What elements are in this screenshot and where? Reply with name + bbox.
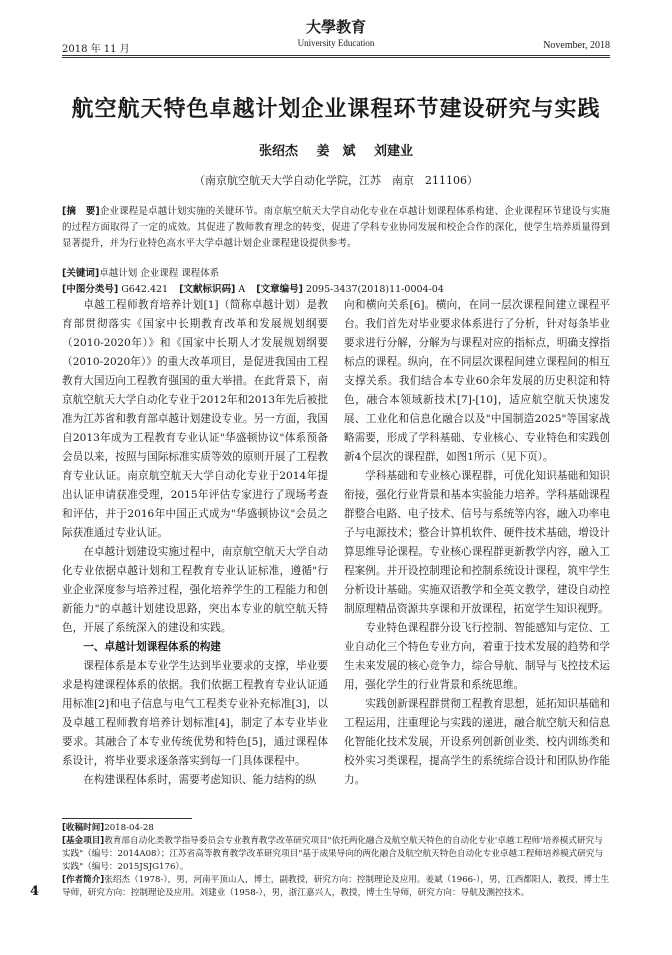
paragraph: 在卓越计划建设实施过程中，南京航空航天大学自动化专业依据卓越计划和工程教育专业认证标准，遵循"行业企业深度参与培养过程，强化培养学生的工程能力和创新能力"的卓越计划建设思路，突出本专业的航空航天特色，开展了系统深入的建设和实践。 [62, 546, 328, 634]
received-value: 2018-04-28 [104, 823, 154, 833]
page-number: 4 [30, 884, 40, 899]
author-bio-text: 张绍杰（1978-），男，河南平顶山人，博士，副教授，研究方向：控制理论及应用。姜斌（1966-），男，江西都阳人，教授，博士生导师，研究方向：控制理论及应用。刘建业（1958-），男，浙江嘉兴人，教授，博士生导师，研究方向：导航及测控技术。 [62, 875, 610, 898]
footnote-rule [62, 818, 192, 819]
metadata-block [62, 266, 610, 298]
abstract [62, 204, 610, 252]
received-label: [收稿时间] [62, 823, 105, 833]
keywords [62, 266, 610, 282]
journal-logo: 大學教育 [305, 18, 366, 36]
author-bio [62, 874, 610, 900]
section-heading: 一、卓越计划课程体系的构建 [83, 641, 221, 653]
paragraph: 在构建课程体系时，需要考虑知识、能力结构的纵 [83, 774, 317, 786]
article-id-label: [文章编号] [256, 284, 303, 295]
issue-date: 2018 年 11 月 [62, 44, 130, 55]
fund-text: 教育部自动化类教学指导委员会专业教育教学改革研究项目"依托两化融合及航空航天特色的自动化专业'卓越工程师'培养模式研究与实践"（编号：2014A08）；江苏省高等教育教学改革研究项目"基于成果导向的两化融合及航空航天特色自动化专业卓越工程师培养模式研究与实践"（编号：2015JSJG176）。 [62, 836, 604, 872]
paragraph: 卓越工程师教育培养计划[1]（简称卓越计划）是教育部贯彻落实《国家中长期教育改革和发展规划纲要（2010-2020年）》和《国家中长期人才发展规划纲要（2010-2020年）》的重大改革项目，是促进我国由工程教育大国迈向工程教育强国的重大举措。在此背景下，南京航空航天大学自动化专业于2012年和2013年先后被批准为江苏省和教育部卓越计划建设专业。另一方面，我国自2013年成为工程教育专业认证"华盛顿协议"体系预备会员以来，按照与国际标准实质等效的原则开展了工程教育专业认证。南京航空航天大学自动化专业于2014年提出认证申请获准受理，2015年评估专家进行了现场考查和评估，并于2016年中国正式成为"华盛顿协议"会员之际获准通过专业认证。 [62, 299, 328, 539]
paragraph: 学科基础和专业核心课程群，可优化知识基础和知识衔接，强化行业背景和基本实验能力培养。学科基础课程群整合电路、电子技术、信号与系统等内容，融入功率电子与电源技术；整合计算机软件、硬件技术基础，增设计算思维导论课程。专业核心课程群更新教学内容，融入工程案例。并开设控制理论和控制系统设计课程，筑牢学生分析设计基础。实施双语教学和全英文教学，建设自动控制原理精品资源共享课和开放课程，拓宽学生知识视野。 [344, 470, 610, 615]
author-list [0, 140, 672, 159]
keywords-label: [关键词] [62, 268, 100, 279]
article-title: 航空航天特色卓越计划企业课程环节建设研究与实践 [71, 97, 601, 122]
paragraph: 向和横向关系[6]。横向，在同一层次课程间建立课程平台。我们首先对毕业要求体系进行了分析，针对每条毕业要求进行分解，分解为与课程对应的指标点，明确支撑指标点的课程。纵向，在不同层次课程间建立课程间的相互支撑关系。我们结合本专业60余年发展的历史积淀和特色，融合本领域新技术[7]-[10]，适应航空航天快速发展、工业化和信息化融合以及"中国制造2025"等国家战略需要，形成了学科基础、专业核心、专业特色和实践创新4个层次的课程群，如图1所示（见下页）。 [344, 299, 610, 463]
footnotes [62, 822, 610, 900]
abstract-text: 企业课程是卓越计划实施的关键环节。南京航空航天大学自动化专业在卓越计划课程体系构建、企业课程环节建设与实施的过程方面取得了一定的成效。其促进了教师教育理念的转变，促进了学科专业协同发展和校企合作的深化，使学生培养质量得到显著提升，并为行业特色高水平大学卓越计划企业课程建设提供参考。 [62, 206, 610, 249]
paragraph: 专业特色课程群分设飞行控制、智能感知与定位、工业自动化三个特色专业方向，着重于技术发展的趋势和学生未来发展的核心竞争力，综合导航、制导与飞控技术运用，强化学生的行业背景和系统思维。 [344, 622, 610, 691]
issue-date-en: November, 2018 [543, 40, 610, 51]
author-bio-label: [作者简介] [62, 875, 105, 885]
doc-code-value: A [238, 284, 246, 295]
header-rule [62, 55, 610, 56]
doc-code-label: [文献标识码] [179, 284, 236, 295]
body-column-left [62, 296, 328, 790]
affiliation: （南京航空航天大学自动化学院，江苏 南京 211106） [194, 174, 478, 187]
paragraph: 课程体系是本专业学生达到毕业要求的支撑，毕业要求是构建课程体系的依据。我们依据工程教育专业认证通用标准[2]和电子信息与电气工程类专业补充标准[3]，以及卓越工程师教育培养计划标准[4]，制定了本专业毕业要求。其融合了本专业传统优势和特色[5]，通过课程体系设计，将毕业要求逐条落实到每一门具体课程中。 [62, 660, 328, 767]
clc-value: G642.421 [121, 284, 169, 295]
header-rule-thin [62, 57, 610, 58]
body-column-right [344, 296, 610, 790]
clc-label: [中图分类号] [62, 284, 119, 295]
fund-info [62, 835, 610, 874]
author-name: 张绍杰 [258, 144, 298, 159]
abstract-label: [摘 要] [62, 206, 100, 217]
received-date [62, 822, 610, 835]
fund-label: [基金项目] [62, 836, 105, 846]
paragraph: 实践创新课程群贯彻工程教育思想，延拓知识基础和工程运用，注重理论与实践的递进，融合航空航天和信息化智能化技术发展，开设系列创新创业类、校内训练类和校外实习类课程，提高学生的系统综合设计和团队协作能力。 [344, 698, 610, 786]
keywords-text: 卓越计划 企业课程 课程体系 [99, 268, 220, 279]
article-id-value: 2095-3437(2018)11-0004-04 [305, 284, 444, 295]
author-name: 刘建业 [374, 144, 414, 159]
journal-subtitle: University Education [297, 38, 375, 48]
author-name: 姜 斌 [316, 144, 356, 159]
